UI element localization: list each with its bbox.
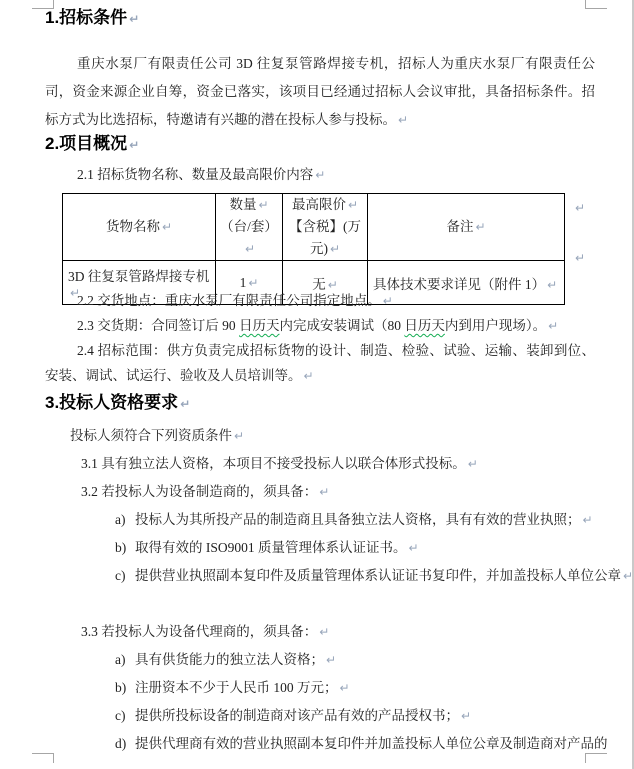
paragraph-mark-icon: ↵ [327,277,338,292]
item-2-1-text: 2.1 招标货物名称、数量及最高限价内容 [77,167,314,182]
header-remark [368,194,565,261]
paragraph-mark-icon: ↵ [408,541,419,555]
qualification-intro [45,422,595,450]
list-letter: b) [115,540,127,555]
paragraph-mark-icon: ↵ [347,198,359,212]
list-item-3-2-c [45,562,634,590]
header-goods-name-text: 货物名称 [105,219,160,234]
paragraph-mark-icon: ↵ [303,369,314,383]
list-letter: d) [115,736,127,751]
item-3-2-text: 3.2 若投标人为设备制造商的，须具备： [81,484,318,499]
list-letter: a) [115,652,126,667]
paragraph-mark-icon: ↵ [129,138,140,152]
spellcheck-word: 日历天 [239,318,280,333]
list-item-3-3-a [45,646,634,674]
header-max-price-line1: 最高限价 [291,197,346,212]
paragraph-text: 重庆水泵厂有限责任公司 3D 往复泵管路焊接专机，招标人为重庆水泵厂有限责任公司，资金来源企业自筹，资金已落实，该项目已经通过招标人会议审批，具备招标条件。招标方式为比选招标，特邀请有兴趣的潜在投标人参与投标。 [45,56,595,127]
header-remark-text: 备注 [446,219,474,234]
item-2-3-seg1: 2.3 交货期：合同签订后 90 [77,318,239,333]
list-letter: c) [115,568,126,583]
list-letter: a) [115,512,126,527]
list-text: 具有供货能力的独立法人资格； [135,652,324,667]
header-quantity-line1: 数量 [229,197,257,212]
item-2-4 [45,338,595,389]
item-2-2 [45,285,595,314]
paragraph-mark-icon: ↵ [234,429,245,443]
item-2-3-seg2: 内完成安装调试（80 [279,318,405,333]
paragraph-mark-icon: ↵ [319,625,330,639]
row-end-paragraph-mark-icon: ↵ [575,201,586,215]
list-letter: c) [115,708,126,723]
list-item-3-3-d [45,730,634,758]
paragraph-mark-icon: ↵ [129,12,140,26]
item-2-3 [45,313,595,339]
item-2-1 [45,161,595,189]
paragraph-mark-icon: ↵ [475,220,486,234]
header-goods-name [63,194,216,261]
header-quantity [216,194,283,261]
header-max-price [283,194,368,261]
section-2-heading [45,132,595,157]
paragraph-mark-icon: ↵ [582,513,593,527]
list-text: 投标人为其所投产品的制造商且具备独立法人资格，具有有效的营业执照； [135,512,581,527]
paragraph-mark-icon: ↵ [547,277,558,292]
section-3-heading-text: 3.投标人资格要求 [45,393,179,412]
cell-quantity-text: 1 [239,274,247,290]
item-3-1 [45,450,595,478]
paragraph-mark-icon: ↵ [467,457,478,471]
spellcheck-word: 日历天 [404,318,445,333]
paragraph-mark-icon: ↵ [548,319,559,333]
paragraph-mark-icon: ↵ [339,681,350,695]
list-text: 提供代理商有效的营业执照副本复印件并加盖投标人单位公章及制造商对产品的 [135,736,608,751]
row-end-paragraph-mark-icon: ↵ [575,251,586,265]
section-1-heading-text: 1.招标条件 [45,8,128,27]
item-3-2 [45,478,595,506]
qualification-intro-text: 投标人须符合下列资质条件 [70,428,232,443]
paragraph-mark-icon: ↵ [258,198,269,212]
paragraph-mark-icon: ↵ [461,709,472,723]
paragraph-mark-icon: ↵ [244,242,256,256]
header-max-price-line2: 【含税】(万元) [289,219,361,256]
list-text: 取得有效的 ISO9001 质量管理体系认证证书。 [135,540,407,555]
item-2-3-seg3: 内到用户现场）。 [444,318,547,333]
section-3-heading [45,391,595,416]
list-item-3-3-c [45,702,634,730]
paragraph-mark-icon: ↵ [623,569,634,583]
list-text: 提供所投标设备的制造商对该产品有效的产品授权书； [135,708,459,723]
paragraph-mark-icon: ↵ [315,168,326,182]
paragraph-mark-icon: ↵ [180,397,191,411]
cell-max-price-text: 无 [312,276,326,292]
item-2-4-text: 2.4 招标范围：供方负责完成招标货物的设计、制造、检验、试验、运输、装卸到位、安装、调试、试运行、验收及人员培训等。 [45,343,595,383]
header-quantity-line2: （台/套） [220,219,278,234]
list-item-3-3-b [45,674,634,702]
table-header-row [63,194,565,261]
paragraph-mark-icon: ↵ [161,220,173,234]
section-2-heading-text: 2.项目概况 [45,134,128,153]
item-3-3-text: 3.3 若投标人为设备代理商的，须具备： [81,624,318,639]
list-letter: b) [115,680,127,695]
paragraph-mark-icon: ↵ [319,485,330,499]
paragraph-mark-icon: ↵ [70,285,81,300]
cell-goods-name-text: 3D 往复泵管路焊接专机 [68,268,210,284]
item-3-1-text: 3.1 具有独立法人资格，本项目不接受投标人以联合体形式投标。 [81,456,466,471]
cell-remark-text: 具体技术要求详见（附件 1） [373,276,546,292]
tender-conditions-paragraph [45,50,595,134]
list-text: 注册资本不少于人民币 100 万元； [135,680,338,695]
paragraph-mark-icon: ↵ [398,113,409,127]
section-1-heading [45,6,595,31]
paragraph-mark-icon: ↵ [329,242,341,256]
item-3-3 [45,618,595,646]
item-2-2-text: 2.2 交货地点：重庆水泵厂有限责任公司指定地点。 [77,293,381,308]
paragraph-mark-icon: ↵ [248,275,259,290]
list-item-3-2-b [45,534,634,562]
list-item-3-2-a [45,506,634,534]
paragraph-mark-icon: ↵ [382,294,393,308]
list-text: 提供营业执照副本复印件及质量管理体系认证证书复印件，并加盖投标人单位公章 [135,568,621,583]
paragraph-mark-icon: ↵ [326,653,337,667]
